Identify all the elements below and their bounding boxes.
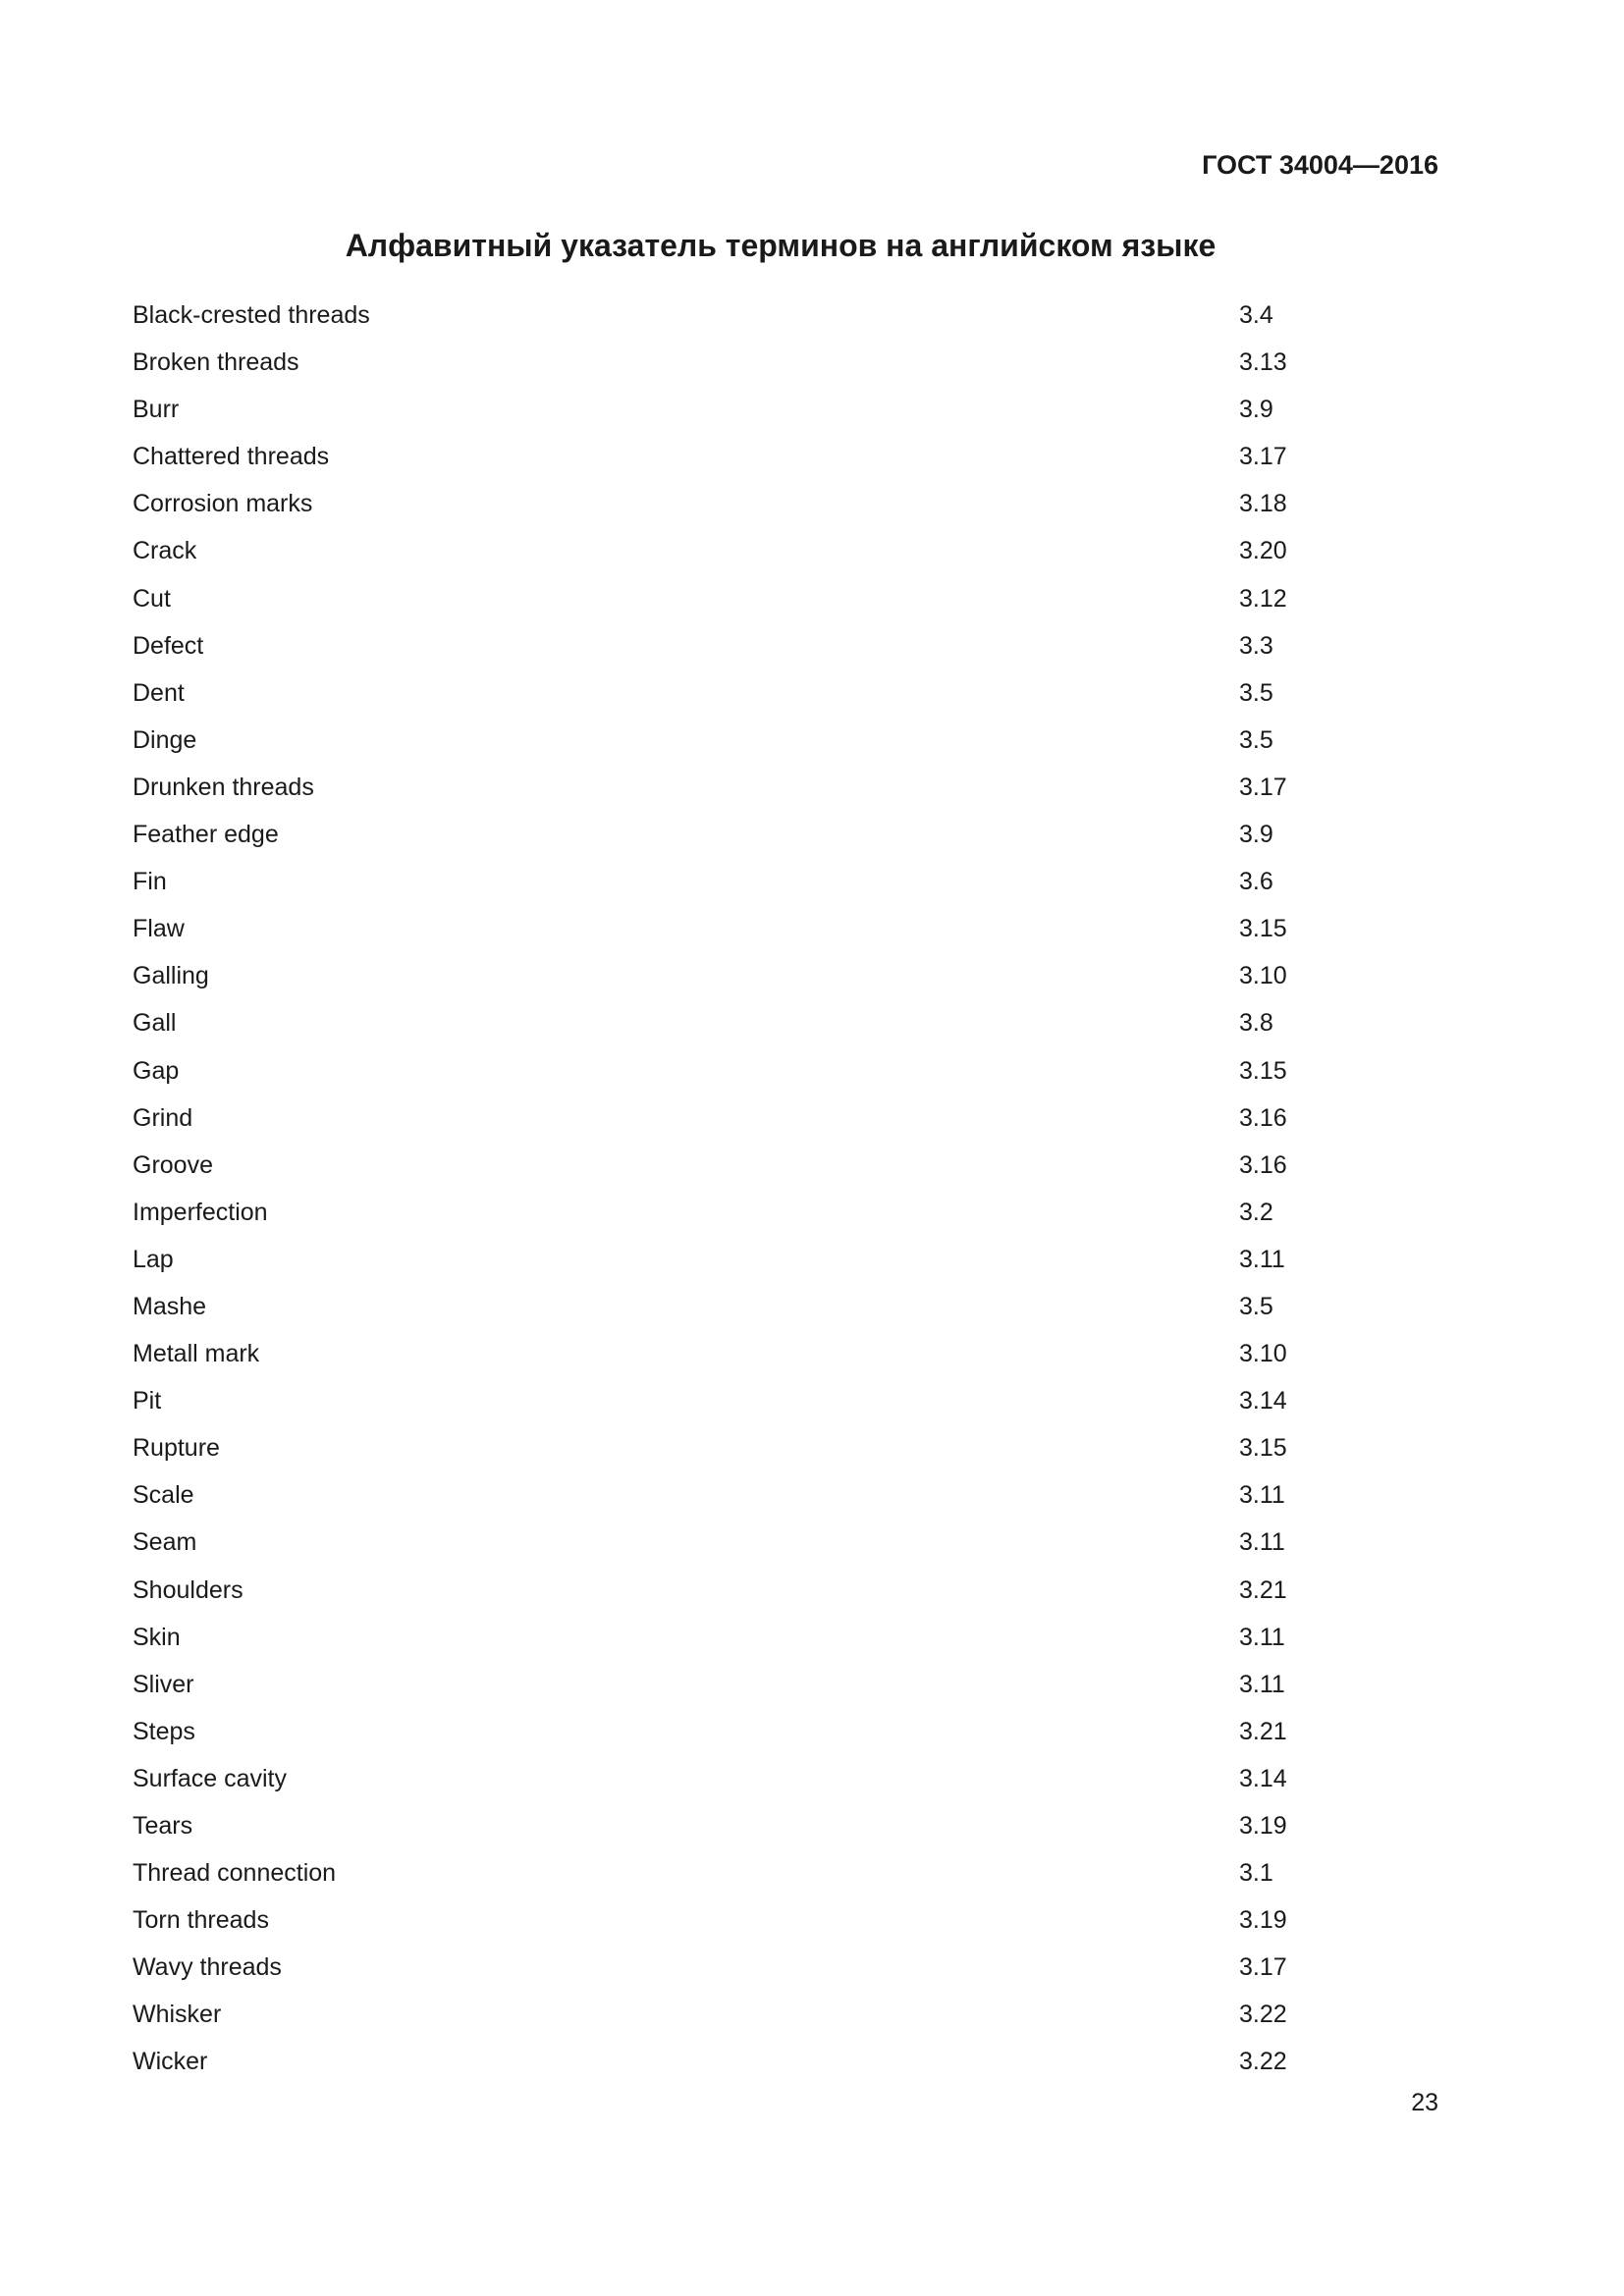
index-term: Groove: [133, 1150, 213, 1179]
page-number: 23: [1411, 2089, 1438, 2116]
index-term: Sliver: [133, 1670, 194, 1698]
index-row: [133, 909, 1311, 956]
index-row: [133, 815, 1311, 862]
index-row: [133, 673, 1311, 721]
index-reference: 3.9: [1239, 821, 1273, 849]
index-reference: 3.19: [1239, 1812, 1287, 1840]
index-reference: 3.8: [1239, 1009, 1273, 1038]
index-term: Metall mark: [133, 1340, 260, 1368]
index-row: [133, 768, 1311, 815]
index-term: Burr: [133, 396, 180, 424]
index-reference: 3.11: [1239, 1528, 1285, 1557]
index-reference: 3.2: [1239, 1198, 1273, 1226]
index-row: [133, 1098, 1311, 1146]
index-row: [133, 1522, 1311, 1570]
index-row: [133, 1665, 1311, 1712]
index-reference: 3.15: [1239, 1056, 1287, 1085]
index-reference: 3.22: [1239, 2048, 1287, 2076]
index-row: [133, 1475, 1311, 1522]
index-reference: 3.18: [1239, 490, 1287, 518]
document-code: ГОСТ 34004—2016: [1202, 150, 1438, 180]
index-term: Steps: [133, 1717, 195, 1745]
index-row: [133, 1334, 1311, 1381]
index-reference: 3.12: [1239, 584, 1287, 613]
index-row: [133, 1146, 1311, 1193]
index-reference: 3.11: [1239, 1481, 1285, 1510]
index-reference: 3.16: [1239, 1150, 1287, 1179]
index-term: Dent: [133, 678, 185, 707]
index-term: Seam: [133, 1528, 197, 1557]
index-term: Broken threads: [133, 348, 299, 377]
index-row: [133, 390, 1311, 437]
index-reference: 3.15: [1239, 915, 1287, 943]
index-term: Flaw: [133, 915, 185, 943]
index-reference: 3.6: [1239, 868, 1273, 896]
index-reference: 3.20: [1239, 537, 1287, 565]
index-row: [133, 1712, 1311, 1759]
index-row: [133, 295, 1311, 343]
index-reference: 3.17: [1239, 773, 1287, 801]
index-term: Skin: [133, 1623, 181, 1651]
index-term: Gap: [133, 1056, 180, 1085]
index-term: Black-crested threads: [133, 301, 370, 329]
index-reference: 3.11: [1239, 1623, 1285, 1651]
index-term: Drunken threads: [133, 773, 314, 801]
index-term: Mashe: [133, 1292, 207, 1320]
index-reference: 3.15: [1239, 1434, 1287, 1463]
index-row: [133, 343, 1311, 390]
index-row: [133, 721, 1311, 768]
index-reference: 3.10: [1239, 962, 1287, 990]
index-term: Pit: [133, 1387, 162, 1415]
page-title: Алфавитный указатель терминов на английском языке: [345, 228, 1217, 263]
index-reference: 3.14: [1239, 1764, 1287, 1792]
index-row: [133, 531, 1311, 578]
index-row: [133, 437, 1311, 484]
index-reference: 3.11: [1239, 1245, 1285, 1273]
index-reference: 3.21: [1239, 1575, 1287, 1604]
index-term: Fin: [133, 868, 167, 896]
index-row: [133, 1428, 1311, 1475]
index-term: Cut: [133, 584, 171, 613]
index-reference: 3.1: [1239, 1859, 1273, 1888]
index-row: [133, 1900, 1311, 1948]
index-term: Grind: [133, 1103, 193, 1132]
index-term: Gall: [133, 1009, 177, 1038]
index-reference: 3.17: [1239, 443, 1287, 471]
index-term: Scale: [133, 1481, 194, 1510]
index-reference: 3.5: [1239, 1292, 1273, 1320]
index-term: Crack: [133, 537, 197, 565]
index-row: [133, 956, 1311, 1003]
index-reference: 3.11: [1239, 1670, 1285, 1698]
index-term: Galling: [133, 962, 209, 990]
index-term: Lap: [133, 1245, 174, 1273]
index-term: Imperfection: [133, 1198, 268, 1226]
index-reference: 3.17: [1239, 1953, 1287, 1982]
index-term: Tears: [133, 1812, 193, 1840]
index-term: Wicker: [133, 2048, 208, 2076]
index-row: [133, 1381, 1311, 1428]
index-row: [133, 1193, 1311, 1240]
index-row: [133, 1806, 1311, 1853]
index-term: Whisker: [133, 2001, 222, 2029]
term-index-list: [133, 295, 1311, 2090]
index-reference: 3.13: [1239, 348, 1287, 377]
index-reference: 3.21: [1239, 1717, 1287, 1745]
index-row: [133, 579, 1311, 626]
index-reference: 3.5: [1239, 725, 1273, 754]
index-row: [133, 862, 1311, 909]
index-term: Dinge: [133, 725, 197, 754]
index-reference: 3.16: [1239, 1103, 1287, 1132]
index-row: [133, 1618, 1311, 1665]
index-reference: 3.4: [1239, 301, 1273, 329]
index-row: [133, 1995, 1311, 2042]
index-row: [133, 2042, 1311, 2089]
index-row: [133, 484, 1311, 531]
index-term: Surface cavity: [133, 1764, 288, 1792]
index-row: [133, 1948, 1311, 1995]
index-term: Thread connection: [133, 1859, 337, 1888]
index-reference: 3.9: [1239, 396, 1273, 424]
index-row: [133, 1287, 1311, 1334]
index-reference: 3.10: [1239, 1340, 1287, 1368]
index-term: Defect: [133, 631, 204, 660]
index-reference: 3.19: [1239, 1906, 1287, 1935]
index-reference: 3.5: [1239, 678, 1273, 707]
index-row: [133, 1759, 1311, 1806]
index-reference: 3.22: [1239, 2001, 1287, 2029]
index-term: Feather edge: [133, 821, 279, 849]
index-term: Corrosion marks: [133, 490, 313, 518]
index-row: [133, 1051, 1311, 1098]
index-term: Shoulders: [133, 1575, 244, 1604]
index-term: Rupture: [133, 1434, 220, 1463]
index-row: [133, 1003, 1311, 1050]
index-term: Chattered threads: [133, 443, 330, 471]
index-row: [133, 1571, 1311, 1618]
index-row: [133, 1240, 1311, 1287]
index-reference: 3.3: [1239, 631, 1273, 660]
index-term: Torn threads: [133, 1906, 269, 1935]
index-row: [133, 626, 1311, 673]
index-reference: 3.14: [1239, 1387, 1287, 1415]
index-row: [133, 1853, 1311, 1900]
index-term: Wavy threads: [133, 1953, 282, 1982]
